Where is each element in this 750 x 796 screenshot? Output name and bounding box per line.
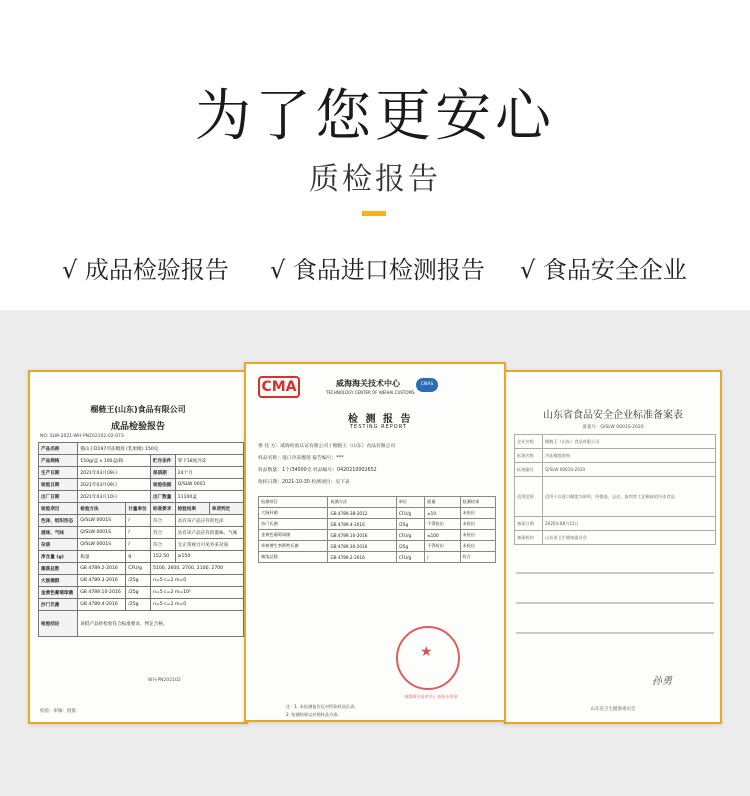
table-cell: 生产日期 (39, 467, 78, 479)
table-cell: / (126, 539, 151, 551)
table-cell: 标准名称 (515, 449, 543, 463)
table-row (39, 563, 244, 575)
table-cell: n=5 c=2 m=0 (150, 575, 243, 587)
table-cell: CFU/g (396, 530, 424, 541)
cnas-logo: CNAS (416, 378, 438, 392)
table-cell: 该批产品经检验符合标准要求，判定合格。 (78, 611, 244, 637)
testing-report-title: 检 测 报 告 (348, 414, 413, 425)
table-cell: / (126, 527, 151, 539)
seal-star-icon: ★ (420, 644, 433, 660)
feature-product-inspection: √ 成品检验报告 (62, 256, 229, 284)
report-info-line: 样品数量：1个/34000克 样品编号：0420210002652 (258, 468, 377, 473)
table-cell: 单项判定 (209, 503, 243, 515)
table-row (39, 467, 244, 479)
table-cell: 符合 (150, 515, 175, 527)
table-cell: 菌落总数 (259, 552, 328, 563)
table-cell: 检验结论 (39, 611, 78, 637)
table-cell: 标准要求 (150, 503, 175, 515)
table-row (39, 515, 244, 527)
table-cell: ≤100 (425, 530, 460, 541)
table-cell: 152.50 (150, 551, 175, 563)
table-cell: 2021年03月09日 (78, 467, 151, 479)
table-row (259, 519, 496, 530)
table-cell: ≥150 (175, 551, 243, 563)
table-cell: g (126, 551, 151, 563)
table-cell: 猫山王D197冷冻榴莲 (乳果级) 150克 (78, 443, 244, 455)
table-row (39, 599, 244, 611)
table-cell: / (126, 515, 151, 527)
table-cell: 出厂数量 (150, 491, 175, 503)
seal-text: 威海海关技术中心 检验专用章 (404, 694, 458, 699)
table-row (515, 435, 716, 449)
table-cell: 检测方法 (328, 497, 396, 508)
table-cell: CFU/g (396, 508, 424, 519)
table-cell: Q/SLW 0001S (78, 527, 126, 539)
table-cell: 2021年03月10日 (78, 491, 151, 503)
filing-subtitle: 备案号：Q/SLW 0001S-2020 (582, 425, 644, 430)
table-cell: 适用于以进口榴莲为原料，经挑选、去皮、取肉等工艺制成的冷冻食品 (542, 477, 715, 517)
filing-title: 山东省食品安全企业标准备案表 (543, 410, 683, 421)
table-cell: 5100, 2600, 2700, 2100, 2700 (150, 563, 243, 575)
table-cell: /25g (126, 587, 151, 599)
report-info-line: 收样日期：2021-10-30 检测项目：见下表 (258, 480, 350, 485)
inspection-report-document (28, 370, 248, 724)
table-cell: 不得检出 (425, 541, 460, 552)
table-cell: /25g (396, 519, 424, 530)
table-cell: 检验结果 (175, 503, 209, 515)
table-cell: 限量 (425, 497, 460, 508)
table-cell: 24个月 (175, 467, 243, 479)
table-row (39, 503, 244, 515)
table-cell: 2021年03月09日 (78, 479, 151, 491)
table-cell: CFU/g (396, 552, 424, 563)
table-cell: 单核增生李斯特氏菌 (259, 541, 328, 552)
table-row (515, 449, 716, 463)
table-row (39, 479, 244, 491)
table-cell: GB 4789.2-2016 (78, 563, 126, 575)
table-cell: GB 4789.2-2016 (328, 552, 396, 563)
table-cell: 计量单位 (126, 503, 151, 515)
filing-authority: 山东省卫生健康委员会 (590, 707, 636, 712)
table-cell: 标准编号 (515, 463, 543, 477)
table-cell: GB 4789.4-2016 (78, 599, 126, 611)
table-row (39, 551, 244, 563)
table-cell: 检测结果 (460, 497, 495, 508)
table-cell: 零下18度冷冻 (175, 455, 243, 467)
table-row (39, 455, 244, 467)
table-cell: 检验项目 (39, 503, 78, 515)
table-row (259, 530, 496, 541)
table-cell: 检测项目 (259, 497, 328, 508)
table-cell: 榴梿王（山东）食品有限公司 (542, 435, 715, 449)
table-cell: / (425, 552, 460, 563)
table-cell: 检验方法 (78, 503, 126, 515)
table-cell: n=5 c=2 m=10² (150, 587, 243, 599)
report-info-line: 样品名称：进口冷冻榴莲 报告编号：*** (258, 456, 344, 461)
table-cell: 色泽、组织形态 (39, 515, 78, 527)
table-cell: 符合 (150, 527, 175, 539)
divider (516, 572, 714, 574)
table-cell: 备案日期 (515, 517, 543, 531)
table-row (39, 443, 244, 455)
report-info-line: 委 托 方：威海检验认证有限公司 / 榴梿王（山东）食品有限公司 (258, 444, 396, 449)
table-row (39, 539, 244, 551)
table-row (259, 552, 496, 563)
table-cell: 产品名称 (39, 443, 78, 455)
table-row (515, 477, 716, 517)
table-cell: 具有该产品应有的色泽 (175, 515, 243, 527)
table-row (39, 527, 244, 539)
testing-org-name: 威海海关技术中心 (336, 379, 400, 388)
table-cell: n=5 c=2 m=0 (150, 599, 243, 611)
table-cell: 检验日期 (39, 479, 78, 491)
table-row (259, 508, 496, 519)
table-cell: GB 4789.38-2012 (328, 508, 396, 519)
testing-org-name-en: TECHNOLOGY CENTER OF WEIHAI CUSTOMS (326, 390, 415, 395)
table-cell: Q/SLW 0001 (175, 479, 243, 491)
table-row (39, 491, 244, 503)
table-cell: 山东省卫生健康委员会 (542, 531, 715, 545)
filing-signature: 孙勇 (652, 676, 672, 687)
table-cell: 出厂日期 (39, 491, 78, 503)
table-cell: 金黄色葡萄球菌 (39, 587, 78, 599)
table-cell: 11100盒 (175, 491, 243, 503)
table-row (259, 497, 496, 508)
page-subhead: 质检报告 (309, 162, 441, 197)
table-row (259, 541, 496, 552)
table-cell: 单位 (396, 497, 424, 508)
table-cell: GB 4789.30-2016 (328, 541, 396, 552)
table-cell: 适用范围 (515, 477, 543, 517)
table-cell: 未检出 (460, 530, 495, 541)
doc-report-no: WH-PN202102 (148, 678, 181, 683)
table-row (515, 463, 716, 477)
table-cell: Q/SLW 0001S (78, 539, 126, 551)
doc-title: 成品检验报告 (110, 422, 165, 432)
table-cell: 未检出 (460, 508, 495, 519)
table-cell: 2020年08月12日 (542, 517, 715, 531)
table-cell: /25g (126, 575, 151, 587)
table-cell: 150g/盒 x 100盒/箱 (78, 455, 151, 467)
table-row (39, 587, 244, 599)
table-cell: 大肠杆菌 (259, 508, 328, 519)
divider (516, 602, 714, 604)
report-note: 2. 检测结果以对照样品为准。 (286, 712, 342, 717)
cma-logo: CMA (258, 376, 300, 398)
filing-table (514, 434, 716, 545)
header-section (0, 0, 750, 310)
table-cell: 大肠菌群 (39, 575, 78, 587)
table-cell: 净含量 (g) (39, 551, 78, 563)
doc-company-name: 榴梿王(山东)食品有限公司 (90, 405, 186, 414)
table-cell: GB 4789.10-2016 (328, 530, 396, 541)
table-cell: 未检出 (460, 519, 495, 530)
table-cell: GB 4789.10-2016 (78, 587, 126, 599)
table-cell: Q/SLW 0001S (78, 515, 126, 527)
table-cell: GB 4789.4-2016 (328, 519, 396, 530)
doc-number: NO: SLW-2021-WH-PN202102-02-073 (40, 434, 124, 439)
testing-report-title-en: TESTING REPORT (350, 424, 407, 430)
table-cell: 滋味、气味 (39, 527, 78, 539)
table-cell: 符合 (460, 552, 495, 563)
table-cell: 冷冻榴莲果肉 (542, 449, 715, 463)
table-cell: 保质期 (150, 467, 175, 479)
feature-safety-enterprise: √ 食品安全企业 (520, 256, 687, 284)
table-row (39, 611, 244, 637)
divider (516, 632, 714, 634)
testing-results-table (258, 496, 496, 563)
table-cell: GB 4789.3-2016 (78, 575, 126, 587)
table-cell: 检验依据 (150, 479, 175, 491)
table-cell: /25g (126, 599, 151, 611)
table-cell: 具有该产品应有的滋味、气味 (175, 527, 243, 539)
table-row (515, 517, 716, 531)
table-cell: 符合 (150, 539, 175, 551)
table-row (39, 575, 244, 587)
table-row (515, 531, 716, 545)
inspection-table (38, 442, 244, 637)
doc-signature-line: 检验：审核：批准： (40, 709, 81, 714)
feature-import-testing: √ 食品进口检测报告 (270, 256, 485, 284)
table-cell: 企业名称 (515, 435, 543, 449)
table-cell: 无正常视力可见外来杂质 (175, 539, 243, 551)
report-note: 注：1. 本检测报告仅对所检样品负责。 (286, 704, 359, 709)
standard-filing-document (504, 370, 722, 724)
table-cell: 杂质 (39, 539, 78, 551)
table-cell: CFU/g (126, 563, 151, 575)
table-cell: /25g (396, 541, 424, 552)
table-cell: 不得检出 (425, 519, 460, 530)
table-cell: 称量 (78, 551, 126, 563)
table-cell: Q/SLW 0001S-2020 (542, 463, 715, 477)
table-cell: 菌落总数 (39, 563, 78, 575)
table-cell: ≤10 (425, 508, 460, 519)
customs-testing-report (244, 362, 506, 722)
page-headline: 为了您更安心 (195, 84, 555, 149)
table-cell: 沙门氏菌 (259, 519, 328, 530)
table-cell: 未检出 (460, 541, 495, 552)
accent-bar (362, 211, 386, 216)
table-cell: 金黄色葡萄球菌 (259, 530, 328, 541)
table-cell: 贮存条件 (150, 455, 175, 467)
table-cell: 备案机构 (515, 531, 543, 545)
table-cell: 沙门氏菌 (39, 599, 78, 611)
table-cell: 产品规格 (39, 455, 78, 467)
